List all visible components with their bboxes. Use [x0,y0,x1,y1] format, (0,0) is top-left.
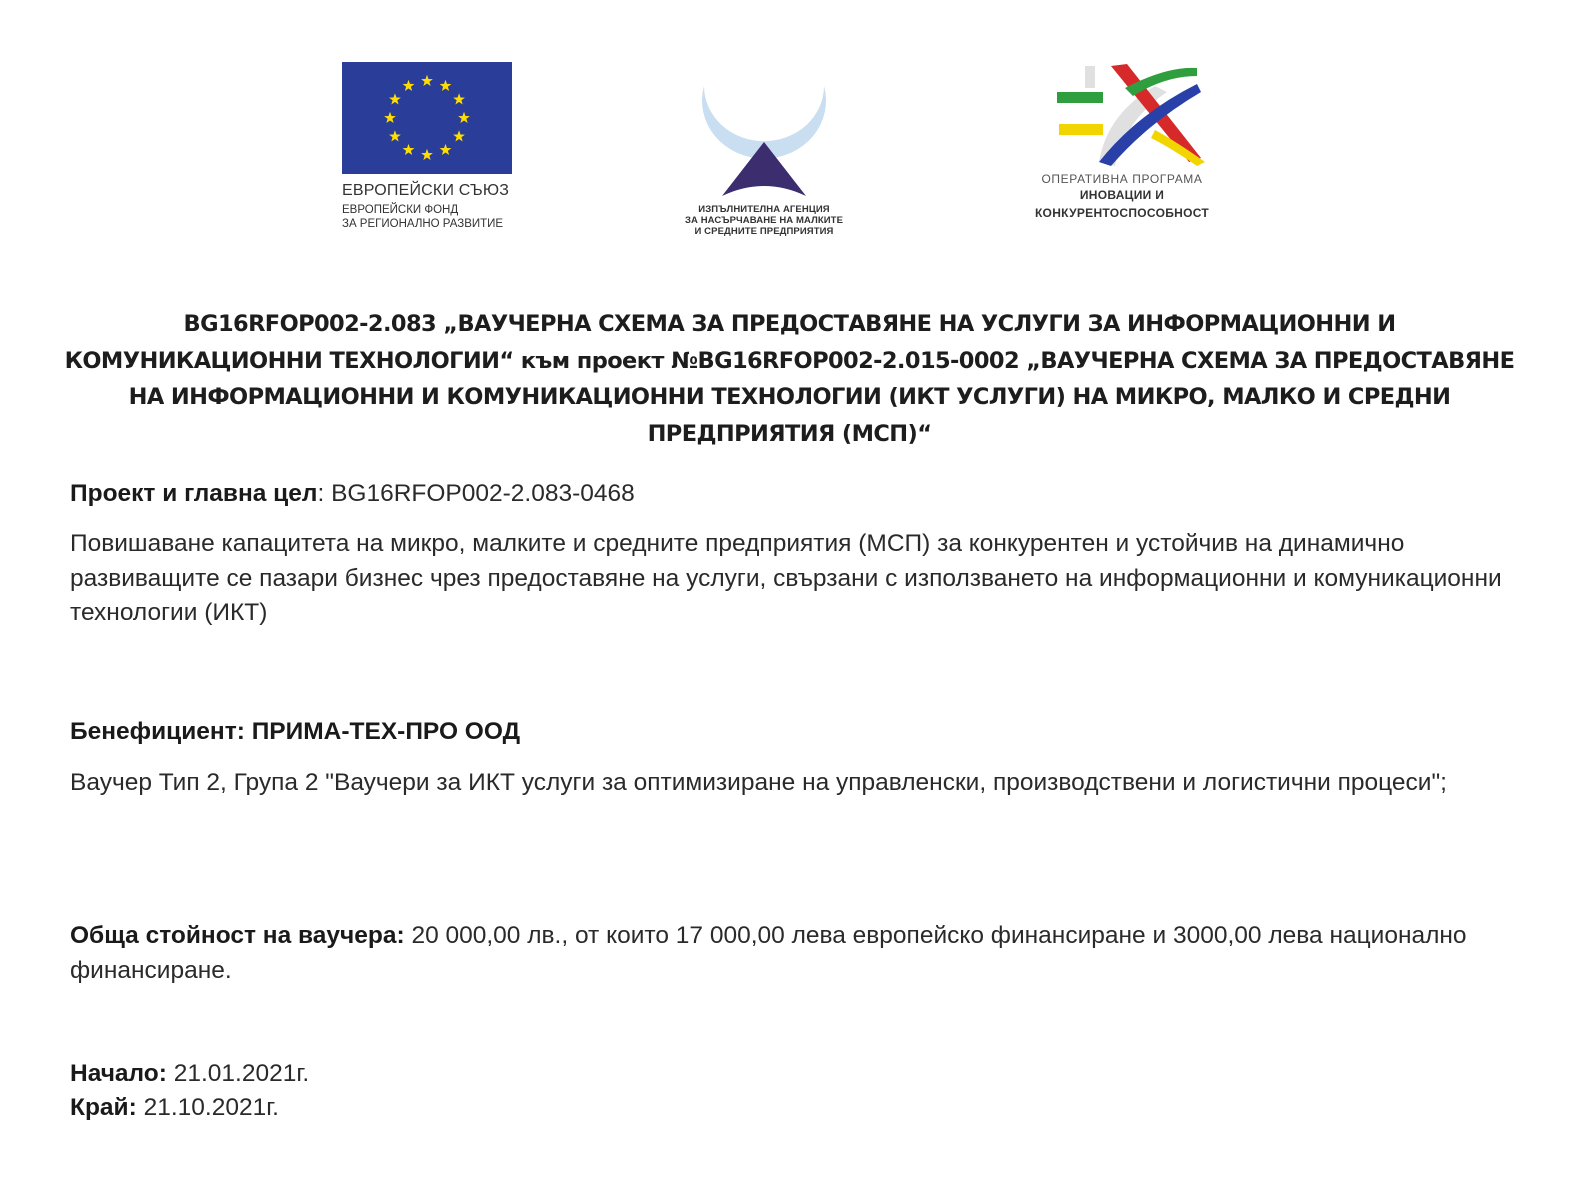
iara-caption-line1: ИЗПЪЛНИТЕЛНА АГЕНЦИЯ [698,204,830,215]
project-value: BG16RFOP002-2.083-0468 [331,480,635,507]
voucher-text: Ваучер Тип 2, Група 2 "Ваучери за ИКТ услуги за оптимизиране на управленски, производствени и логистични процеси"; [70,769,1447,796]
start-line [70,1057,1510,1092]
start-label: Начало: [70,1060,167,1087]
end-line [70,1091,1510,1126]
opik-caption-line1: ОПЕРАТИВНА ПРОГРАМА [1041,172,1203,186]
eu-caption-line1: ЕВРОПЕЙСКИ СЪЮЗ [342,182,510,199]
goal-text: Повишаване капацитета на микро, малките и средните предприятия (МСП) за конкурентен и устойчив на динамично развиващите се пазари бизнес чрез предоставяне на услуги, свързани с използването на информационни и комуникационни технологии (ИКТ) [70,530,1502,626]
total-value: 20 000,00 лв., от които 17 000,00 лева европейско финансиране и 3000,00 лева национално финансиране. [70,922,1467,984]
total-line [70,919,1510,988]
eu-flag-icon [342,62,512,174]
beneficiary-line [70,715,1510,750]
project-line [70,477,1510,512]
opik-logo [1012,62,1232,220]
opik-emblem-icon [1037,62,1207,170]
iara-caption-line2: ЗА НАСЪРЧАВАНЕ НА МАЛКИТЕ [684,215,844,226]
document-title: BG16RFOP002-2.083 „ВАУЧЕРНА СХЕМА ЗА ПРЕДОСТАВЯНЕ НА УСЛУГИ ЗА ИНФОРМАЦИОННИ И КОМУНИКАЦИОННИ ТЕХНОЛОГИИ“ към проект №BG16RFOP002-2.015-0002 „ВАУЧЕРНА СХЕМА ЗА ПРЕДОСТАВЯНЕ НА ИНФОРМАЦИОННИ И КОМУНИКАЦИОННИ ТЕХНОЛОГИИ (ИКТ УСЛУГИ) НА МИКРО, МАЛКО И СРЕДНИ ПРЕДПРИЯТИЯ (МСП)“ [64,311,1515,447]
project-separator: : [317,480,332,507]
beneficiary-label: Бенефициент: [70,718,245,745]
eu-logo [342,62,542,230]
eu-caption-line3: ЗА РЕГИОНАЛНО РАЗВИТИЕ [342,218,504,230]
logos-header [0,0,1579,260]
iara-emblem-icon [674,56,854,204]
iara-caption-line3: И СРЕДНИТЕ ПРЕДПРИЯТИЯ [694,226,834,237]
end-value: 21.10.2021г. [143,1094,279,1121]
project-label: Проект и главна цел [70,480,318,507]
opik-caption-line3: КОНКУРЕНТОСПОСОБНОСТ [1034,206,1210,220]
total-label: Обща стойност на ваучера: [70,922,405,949]
end-label: Край: [70,1094,137,1121]
start-value: 21.01.2021г. [173,1060,310,1087]
opik-caption-line2: ИНОВАЦИИ И [1079,188,1165,202]
iara-logo [664,56,864,237]
eu-caption-line2: ЕВРОПЕЙСКИ ФОНД [342,204,459,216]
beneficiary-value: ПРИМА-ТЕХ-ПРО ООД [251,718,521,745]
